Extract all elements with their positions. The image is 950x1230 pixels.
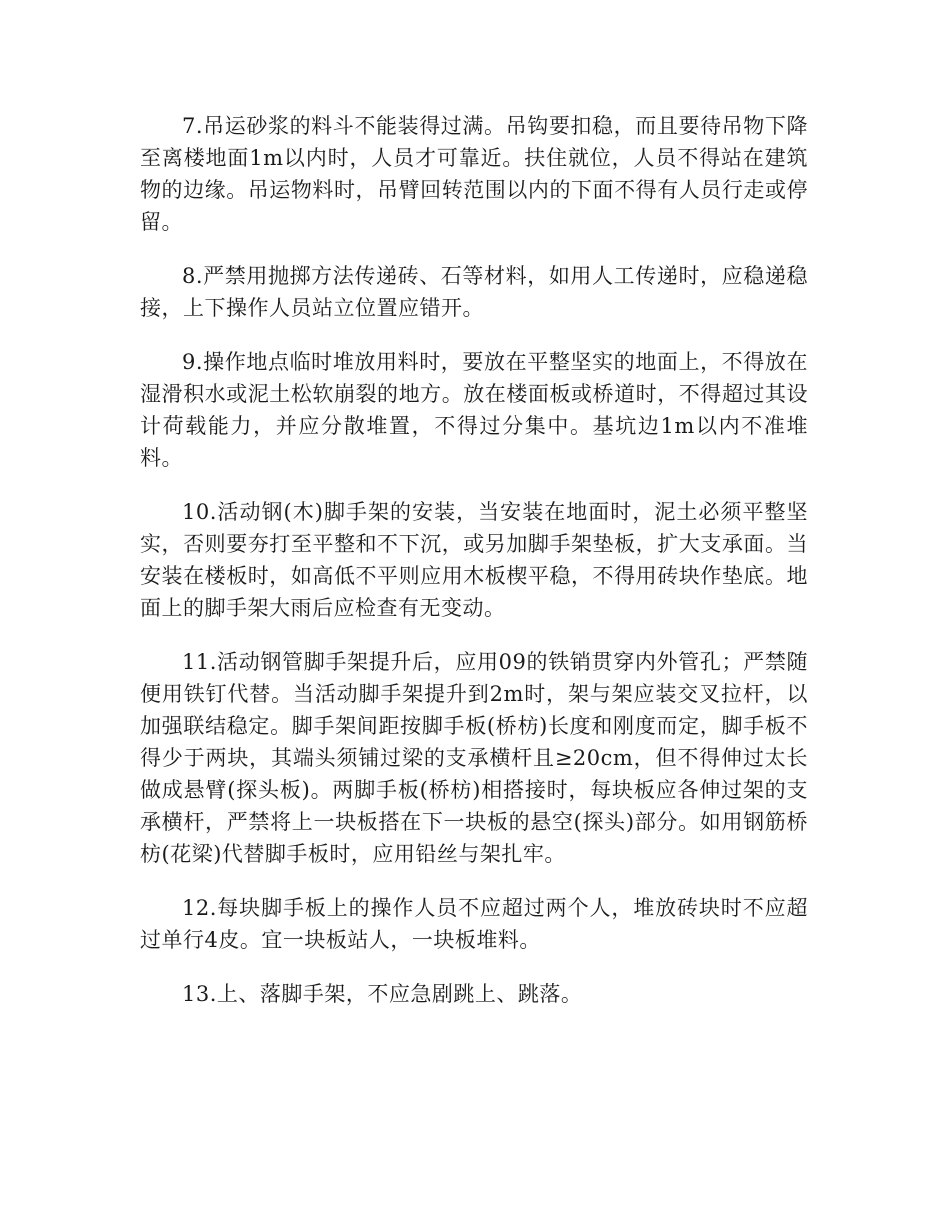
paragraph-item-8: 8.严禁用抛掷方法传递砖、石等材料，如用人工传递时，应稳递稳接，上下操作人员站立位置应错开。: [140, 264, 808, 320]
paragraph-item-7: 7.吊运砂浆的料斗不能装得过满。吊钩要扣稳，而且要待吊物下降至离楼地面1m以内时，人员才可靠近。扶住就位，人员不得站在建筑物的边缘。吊运物料时，吊臂回转范围以内的下面不得有人员行走或停留。: [140, 114, 808, 234]
paragraph-item-10: 10.活动钢(木)脚手架的安装，当安装在地面时，泥土必须平整坚实，否则要夯打至平整和不下沉，或另加脚手架垫板，扩大支承面。当安装在楼板时，如高低不平则应用木板楔平稳，不得用砖块作垫底。地面上的脚手架大雨后应检查有无变动。: [140, 500, 808, 620]
paragraph-item-12: 12.每块脚手板上的操作人员不应超过两个人，堆放砖块时不应超过单行4皮。宜一块板站人，一块板堆料。: [140, 896, 808, 952]
paragraph-item-11: 11.活动钢管脚手架提升后，应用09的铁销贯穿内外管孔；严禁随便用铁钉代替。当活动脚手架提升到2m时，架与架应装交叉拉杆，以加强联结稳定。脚手架间距按脚手板(桥枋)长度和刚度而定，脚手板不得少于两块，其端头须铺过梁的支承横杆且≥20cm，但不得伸过太长做成悬臂(探头板)。两脚手板(桥枋)相搭接时，每块板应各伸过架的支承横杆，严禁将上一块板搭在下一块板的悬空(探头)部分。如用钢筋桥枋(花梁)代替脚手板时，应用铅丝与架扎牢。: [140, 650, 808, 866]
paragraph-item-13: 13.上、落脚手架，不应急剧跳上、跳落。: [182, 982, 583, 1006]
document-body: [140, 110, 808, 1032]
paragraph-item-9: 9.操作地点临时堆放用料时，要放在平整坚实的地面上，不得放在湿滑积水或泥土松软崩裂的地方。放在楼面板或桥道时，不得超过其设计荷载能力，并应分散堆置，不得过分集中。基坑边1m以内不准堆料。: [140, 350, 808, 470]
